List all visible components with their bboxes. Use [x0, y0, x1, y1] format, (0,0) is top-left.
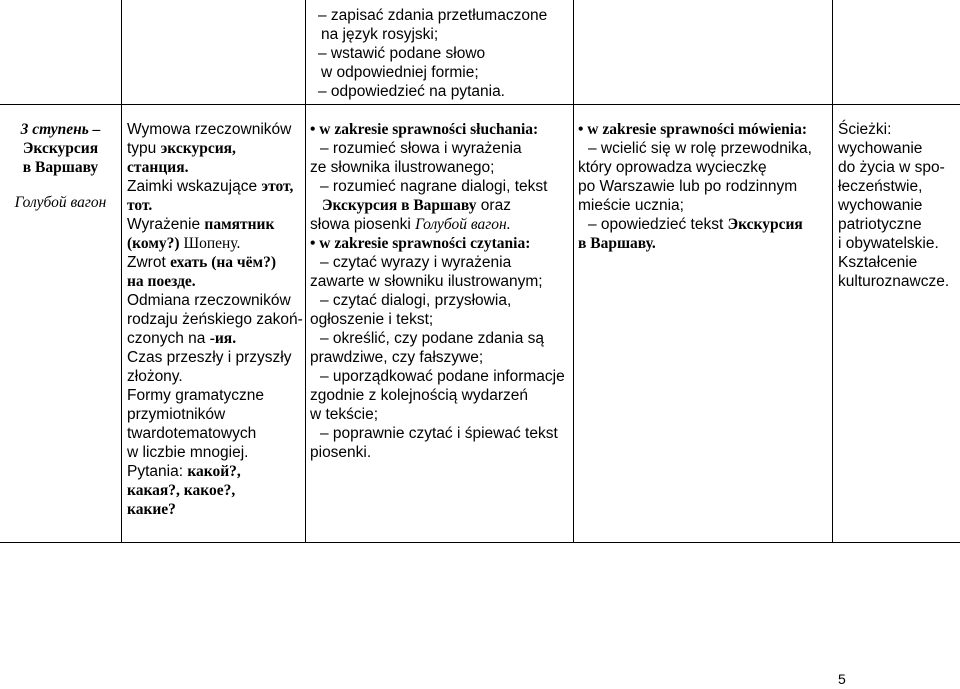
text-line: kulturoznawcze.	[838, 273, 950, 290]
text-run: oraz	[476, 197, 511, 214]
text-run: на поезде.	[127, 273, 196, 290]
text-run: zgodnie z kolejnością wydarzeń	[310, 387, 528, 404]
text-line: wychowanie	[838, 197, 923, 214]
topic-cell	[0, 120, 121, 212]
text-line	[578, 120, 812, 139]
text-run: памятник	[204, 216, 275, 233]
text-run: złożony.	[127, 368, 183, 385]
text-line	[127, 348, 303, 367]
text-line	[310, 367, 565, 386]
text-run: ze słownika ilustrowanego;	[310, 159, 495, 176]
text-line	[127, 329, 303, 348]
text-run: Экскурсия в Варшаву	[322, 197, 477, 214]
text-line	[578, 215, 812, 234]
text-run: тот.	[127, 197, 153, 214]
table-border	[832, 0, 833, 542]
text-run: ехать (на чём?)	[170, 254, 277, 271]
text-run: – poprawnie czytać i śpiewać tekst	[320, 425, 558, 442]
text-run: Pytania:	[127, 463, 188, 480]
text-run: экскурсия,	[160, 140, 236, 157]
text-line	[127, 500, 303, 519]
text-line	[310, 139, 565, 158]
text-line	[127, 215, 303, 234]
text-run: • w zakresie sprawności mówienia:	[578, 121, 808, 138]
text-line	[310, 348, 565, 367]
text-line	[127, 139, 303, 158]
text-line	[310, 158, 565, 177]
text-run: какие?	[127, 501, 176, 518]
text-run: какой?,	[187, 463, 241, 480]
text-run: Zwrot	[127, 254, 171, 271]
text-line	[578, 177, 812, 196]
text-run: czonych na	[127, 330, 210, 347]
text-line	[578, 158, 812, 177]
text-line: w odpowiedniej formie;	[321, 64, 479, 81]
text-run: Odmiana rzeczowników	[127, 292, 291, 309]
text-line: łeczeństwie,	[838, 178, 923, 195]
text-run: Zaimki wskazujące	[127, 178, 262, 195]
text-run: mieście ucznia;	[578, 197, 684, 214]
text-line	[310, 424, 565, 443]
text-run: zawarte w słowniku ilustrowanym;	[310, 273, 543, 290]
text-run: ogłoszenie i tekst;	[310, 311, 434, 328]
text-line	[127, 272, 303, 291]
text-line	[310, 291, 565, 310]
text-line	[127, 310, 303, 329]
text-run: – określić, czy podane zdania są	[320, 330, 545, 347]
text-run: • w zakresie sprawności czytania:	[310, 235, 531, 252]
text-run: przymiotników	[127, 406, 226, 423]
text-run: w liczbie mnogiej.	[127, 444, 249, 461]
text-run: • w zakresie sprawności słuchania:	[310, 121, 539, 138]
text-line: – wstawić podane słowo	[318, 45, 486, 62]
text-line	[127, 367, 303, 386]
text-line	[310, 329, 565, 348]
text-line	[127, 443, 303, 462]
text-line: patriotyczne	[838, 216, 922, 233]
text-run: – uporządkować podane informacje	[320, 368, 565, 385]
text-run: Wymowa rzeczowników	[127, 121, 292, 138]
text-line	[310, 120, 565, 139]
text-run: Голубой вагон.	[415, 216, 511, 233]
text-line: – zapisać zdania przetłumaczone	[318, 7, 548, 24]
text-run: – rozumieć słowa i wyrażenia	[320, 140, 522, 157]
text-run: Wyrażenie	[127, 216, 205, 233]
text-line	[310, 405, 565, 424]
table-border	[0, 104, 960, 105]
text-run: – opowiedzieć tekst	[588, 216, 728, 233]
text-line	[310, 215, 565, 234]
table-border	[305, 0, 306, 542]
text-line	[127, 158, 303, 177]
text-line	[310, 272, 565, 291]
topic-title: в Варшаву	[22, 159, 99, 176]
text-run: (кому?)	[127, 235, 184, 252]
text-line	[127, 120, 303, 139]
text-line	[127, 405, 303, 424]
text-line	[127, 462, 303, 481]
text-line	[310, 177, 565, 196]
text-run: -ия.	[209, 330, 237, 347]
topic-title: Экскурсия	[22, 140, 99, 157]
text-run: prawdziwe, czy fałszywe;	[310, 349, 484, 366]
text-run: po Warszawie lub po rodzinnym	[578, 178, 798, 195]
text-run: typu	[127, 140, 161, 157]
top-cell	[318, 6, 547, 101]
text-line: – odpowiedzieć na pytania.	[318, 83, 505, 100]
grammar-cell	[127, 120, 303, 519]
table-border	[121, 0, 122, 542]
text-line	[310, 253, 565, 272]
text-run: какая?, какое?,	[127, 482, 236, 499]
text-run: piosenki.	[310, 444, 372, 461]
speaking-cell	[578, 120, 812, 253]
text-line	[310, 443, 565, 462]
text-line	[578, 196, 812, 215]
text-line	[127, 386, 303, 405]
text-line	[127, 196, 303, 215]
text-line	[578, 234, 812, 253]
text-line	[127, 424, 303, 443]
text-run: Formy gramatyczne	[127, 387, 264, 404]
listening-reading-cell	[310, 120, 565, 462]
text-run: – rozumieć nagrane dialogi, tekst	[320, 178, 548, 195]
text-run: – wcielić się w rolę przewodnika,	[588, 140, 812, 157]
topic-step: 3 ступень –	[20, 121, 101, 138]
text-line: na język rosyjski;	[321, 26, 439, 43]
text-line: i obywatelskie.	[838, 235, 939, 252]
text-line	[127, 481, 303, 500]
text-run: rodzaju żeńskiego zakoń-	[127, 311, 303, 328]
text-line	[310, 310, 565, 329]
text-line	[310, 234, 565, 253]
text-run: który oprowadza wycieczkę	[578, 159, 767, 176]
text-line	[310, 386, 565, 405]
text-line: Kształcenie	[838, 254, 918, 271]
text-run: Czas przeszły i przyszły	[127, 349, 292, 366]
page-number: 5	[838, 671, 846, 687]
paths-cell	[838, 120, 949, 291]
text-run: этот,	[261, 178, 294, 195]
text-line: Ścieżki:	[838, 121, 892, 138]
text-run: Экскурсия	[727, 216, 803, 233]
text-run: twardotematowych	[127, 425, 257, 442]
text-run: w tekście;	[310, 406, 379, 423]
text-run: в Варшаву.	[578, 235, 656, 252]
table-border	[0, 542, 960, 543]
text-run: – czytać wyrazy i wyrażenia	[320, 254, 512, 271]
text-line: do życia w spo-	[838, 159, 945, 176]
text-run: – czytać dialogi, przysłowia,	[320, 292, 512, 309]
text-line	[578, 139, 812, 158]
topic-song: Голубой вагон	[14, 194, 107, 211]
text-run: Шопену.	[183, 235, 241, 252]
text-line: wychowanie	[838, 140, 923, 157]
text-line	[127, 253, 303, 272]
text-run: станция.	[127, 159, 189, 176]
text-line	[127, 234, 303, 253]
table-border	[573, 0, 574, 542]
text-line	[127, 291, 303, 310]
text-line	[310, 196, 565, 215]
text-line	[127, 177, 303, 196]
text-run: słowa piosenki	[310, 216, 416, 233]
